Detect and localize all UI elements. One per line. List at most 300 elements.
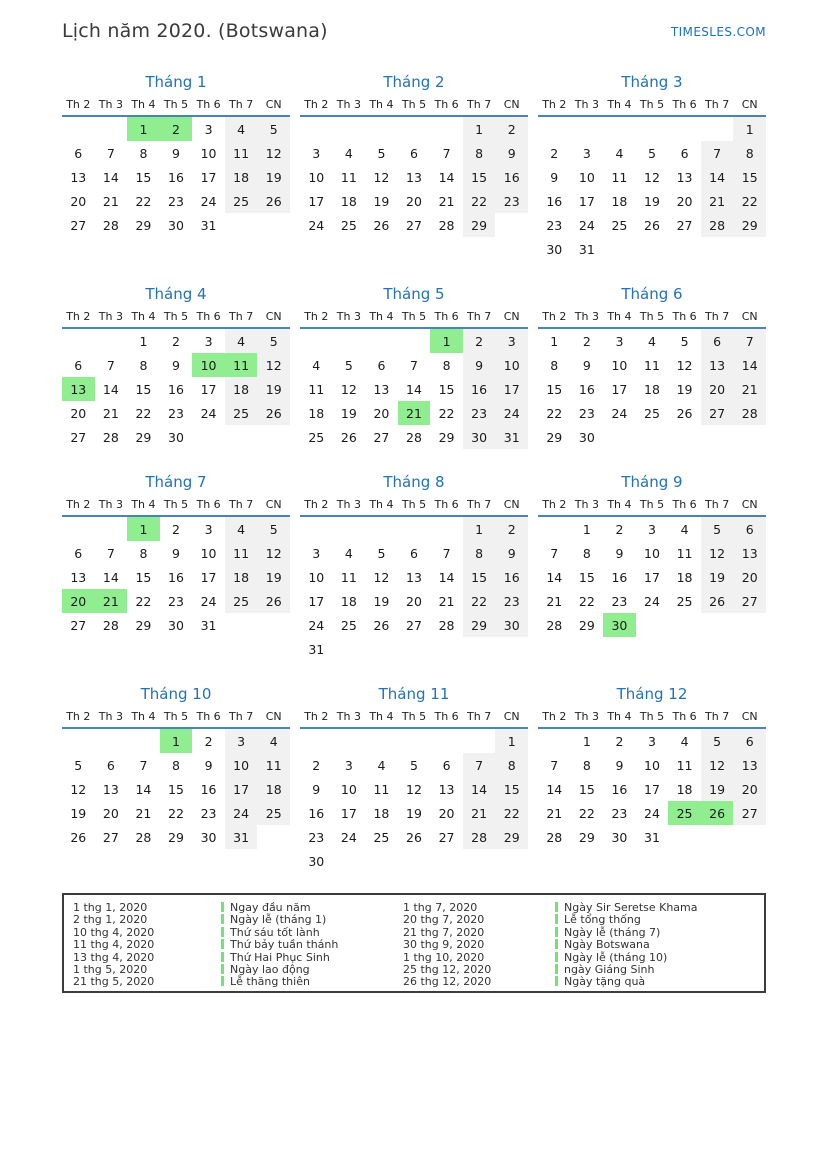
day-cell: 25: [225, 401, 258, 425]
day-cell: 13: [701, 353, 734, 377]
day-cell: 27: [70, 617, 87, 633]
site-link[interactable]: TIMESLES.COM: [670, 25, 766, 39]
day-cell: 20: [701, 377, 734, 401]
day-cell: 22: [578, 593, 595, 609]
day-cell: 18: [225, 377, 258, 401]
day-cell: 6: [701, 329, 734, 353]
day-cell: 4: [225, 517, 258, 541]
empty-day-cell: [398, 517, 431, 541]
day-cell: 5: [701, 729, 734, 753]
weekday-header: Th 4: [607, 310, 632, 323]
weekday-header: Th 2: [542, 310, 567, 323]
legend-date: 21 thg 5, 2020: [73, 975, 155, 989]
day-cell: 26: [340, 429, 357, 445]
month-title[interactable]: Tháng 11: [378, 685, 450, 703]
day-cell: 28: [438, 217, 455, 233]
day-cell: 30: [611, 829, 628, 845]
day-cell: 30: [546, 241, 563, 257]
day-cell: 4: [680, 733, 689, 749]
day-cell: 5: [257, 517, 290, 541]
holiday-day-cell: 11: [225, 353, 258, 377]
empty-day-cell: [603, 237, 636, 261]
day-cell: 7: [106, 357, 115, 373]
empty-day-cell: [603, 117, 636, 141]
day-cell: 29: [135, 217, 152, 233]
holiday-marker-icon: [221, 952, 224, 962]
day-cell: 5: [680, 333, 689, 349]
day-cell: 4: [377, 757, 386, 773]
day-cell: 30: [495, 613, 528, 637]
day-cell: 23: [611, 805, 628, 821]
day-cell: 30: [168, 617, 184, 633]
weekday-header: Th 6: [672, 98, 697, 111]
weekday-header: Th 3: [98, 98, 123, 111]
day-cell: 8: [495, 753, 528, 777]
empty-day-cell: [733, 825, 766, 849]
legend-holiday-label: Ngày lễ (tháng 7): [564, 925, 661, 939]
day-cell: 5: [344, 357, 353, 373]
day-cell: 19: [257, 565, 290, 589]
weekday-header: Th 2: [542, 498, 567, 511]
day-cell: 20: [70, 405, 87, 421]
day-cell: 23: [168, 193, 184, 209]
empty-day-cell: [365, 517, 398, 541]
weekday-header: Th 5: [163, 310, 189, 323]
legend-date: 1 thg 1, 2020: [73, 901, 148, 914]
day-cell: 7: [139, 757, 148, 773]
day-cell: 12: [70, 781, 87, 797]
day-cell: 27: [438, 829, 455, 845]
day-cell: 22: [495, 801, 528, 825]
day-cell: 25: [340, 217, 357, 233]
day-cell: 22: [463, 189, 496, 213]
empty-day-cell: [733, 425, 766, 449]
day-cell: 10: [200, 545, 217, 561]
legend-date: 13 thg 4, 2020: [73, 950, 155, 964]
day-cell: 9: [615, 757, 624, 773]
month-title[interactable]: Tháng 4: [145, 285, 207, 303]
day-cell: 20: [102, 805, 119, 821]
day-cell: 1: [463, 517, 496, 541]
page-title: Lịch năm 2020. (Botswana): [62, 20, 328, 42]
day-cell: 8: [442, 357, 451, 373]
day-cell: 2: [204, 733, 213, 749]
day-cell: 3: [344, 757, 353, 773]
legend-date: 30 thg 9, 2020: [403, 938, 485, 952]
day-cell: 9: [172, 145, 180, 161]
day-cell: 23: [611, 593, 628, 609]
day-cell: 6: [106, 757, 115, 773]
day-cell: 20: [70, 193, 87, 209]
day-cell: 15: [495, 777, 528, 801]
day-cell: 5: [377, 145, 386, 161]
weekday-header: CN: [741, 498, 758, 511]
day-cell: 14: [733, 353, 766, 377]
day-cell: 8: [463, 141, 496, 165]
empty-day-cell: [95, 329, 128, 353]
weekday-header: Th 2: [66, 710, 91, 723]
day-cell: 3: [615, 333, 624, 349]
day-cell: 2: [172, 333, 180, 349]
weekday-header: Th 3: [574, 98, 599, 111]
day-cell: 6: [680, 145, 689, 161]
day-cell: 8: [463, 541, 496, 565]
day-cell: 17: [308, 593, 325, 609]
weekday-header-row: [300, 710, 528, 729]
day-cell: 28: [406, 429, 422, 445]
day-cell: 22: [135, 405, 152, 421]
day-cell: 28: [135, 829, 152, 845]
empty-day-cell: [333, 637, 366, 661]
day-cell: 26: [373, 617, 390, 633]
day-cell: 27: [701, 401, 734, 425]
day-cell: 13: [733, 541, 766, 565]
day-cell: 12: [340, 381, 357, 397]
weekday-header: Th 6: [672, 498, 697, 511]
weekday-header: Th 2: [304, 98, 329, 111]
day-cell: 15: [463, 165, 496, 189]
weekday-header: Th 4: [369, 310, 394, 323]
day-cell: 9: [495, 141, 528, 165]
day-cell: 24: [495, 401, 528, 425]
day-cell: 27: [676, 217, 693, 233]
day-cell: 5: [701, 517, 734, 541]
weekday-header: Th 5: [639, 710, 665, 723]
empty-day-cell: [127, 729, 160, 753]
weekday-header: Th 7: [705, 310, 730, 323]
day-cell: 5: [377, 545, 386, 561]
day-cell: 16: [546, 193, 563, 209]
weekday-header: Th 4: [131, 98, 156, 111]
day-cell: 19: [373, 593, 390, 609]
day-cell: 23: [578, 405, 595, 421]
empty-day-cell: [225, 613, 258, 637]
day-cell: 29: [495, 825, 528, 849]
days-grid: [300, 517, 528, 661]
empty-day-cell: [333, 849, 366, 873]
weekday-header: Th 3: [336, 498, 361, 511]
day-cell: 2: [615, 521, 624, 537]
month-11: [300, 684, 528, 873]
day-cell: 15: [438, 381, 455, 397]
day-cell: 25: [225, 189, 258, 213]
day-cell: 16: [168, 169, 184, 185]
day-cell: 3: [204, 333, 213, 349]
day-cell: 11: [225, 141, 258, 165]
day-cell: 30: [168, 429, 184, 445]
day-cell: 1: [495, 729, 528, 753]
empty-day-cell: [300, 729, 333, 753]
empty-day-cell: [701, 825, 734, 849]
legend-date: 2 thg 1, 2020: [73, 913, 148, 927]
month-title[interactable]: Tháng 9: [621, 473, 683, 491]
weekday-header: CN: [741, 310, 758, 323]
day-cell: 21: [102, 405, 119, 421]
day-cell: 13: [406, 569, 422, 585]
day-cell: 20: [373, 405, 390, 421]
legend-date: 26 thg 12, 2020: [403, 975, 492, 989]
day-cell: 10: [308, 569, 325, 585]
weekday-header-row: [62, 710, 290, 729]
day-cell: 8: [582, 757, 591, 773]
day-cell: 9: [312, 781, 321, 797]
weekday-header: Th 3: [336, 710, 361, 723]
day-cell: 30: [578, 429, 595, 445]
weekday-header: CN: [265, 310, 282, 323]
day-cell: 13: [102, 781, 119, 797]
month-7: [62, 472, 290, 637]
day-cell: 7: [733, 329, 766, 353]
day-cell: 4: [344, 145, 353, 161]
day-cell: 6: [74, 357, 83, 373]
day-cell: 7: [463, 753, 496, 777]
day-cell: 23: [200, 805, 217, 821]
days-grid: [300, 729, 528, 873]
day-cell: 15: [168, 781, 184, 797]
holiday-marker-icon: [555, 939, 558, 949]
empty-day-cell: [333, 729, 366, 753]
weekday-header: CN: [741, 98, 758, 111]
weekday-header: Th 5: [401, 310, 427, 323]
empty-day-cell: [398, 849, 431, 873]
month-title[interactable]: Tháng 5: [383, 285, 445, 303]
day-cell: 5: [648, 145, 656, 161]
day-cell: 28: [733, 401, 766, 425]
day-cell: 17: [644, 781, 660, 797]
day-cell: 29: [463, 213, 496, 237]
day-cell: 26: [257, 401, 290, 425]
empty-day-cell: [668, 237, 701, 261]
empty-day-cell: [538, 517, 571, 541]
empty-day-cell: [62, 729, 95, 753]
weekday-header: Th 3: [98, 710, 123, 723]
day-cell: 10: [495, 353, 528, 377]
month-title[interactable]: Tháng 10: [140, 685, 212, 703]
day-cell: 15: [578, 781, 595, 797]
day-cell: 14: [102, 569, 119, 585]
day-cell: 31: [495, 425, 528, 449]
day-cell: 14: [102, 381, 119, 397]
day-cell: 7: [106, 545, 115, 561]
day-cell: 14: [701, 165, 734, 189]
holiday-marker-icon: [555, 964, 558, 974]
day-cell: 4: [225, 117, 258, 141]
empty-day-cell: [257, 425, 290, 449]
day-cell: 4: [344, 545, 353, 561]
day-cell: 20: [406, 193, 422, 209]
days-grid: [300, 117, 528, 237]
legend-holiday-label: Ngày lễ (tháng 10): [564, 950, 668, 964]
weekday-header: Th 7: [229, 310, 254, 323]
day-cell: 29: [438, 429, 455, 445]
holiday-legend: [62, 893, 766, 993]
holiday-marker-icon: [555, 927, 558, 937]
empty-day-cell: [365, 117, 398, 141]
calendar-grid: [62, 72, 766, 873]
day-cell: 13: [676, 169, 693, 185]
weekday-header: CN: [265, 710, 282, 723]
days-grid: [62, 117, 290, 237]
days-grid: [538, 329, 766, 449]
weekday-header: Th 3: [574, 310, 599, 323]
weekday-header: Th 6: [434, 498, 459, 511]
holiday-marker-icon: [555, 952, 558, 962]
day-cell: 26: [676, 405, 693, 421]
month-title[interactable]: Tháng 1: [145, 73, 207, 91]
weekday-header: Th 5: [163, 498, 189, 511]
day-cell: 19: [70, 805, 87, 821]
holiday-marker-icon: [221, 976, 224, 986]
day-cell: 14: [102, 169, 119, 185]
day-cell: 11: [644, 357, 660, 373]
weekday-header: Th 5: [401, 498, 427, 511]
day-cell: 10: [644, 757, 660, 773]
day-cell: 25: [644, 405, 660, 421]
day-cell: 19: [406, 805, 422, 821]
weekday-header: Th 3: [98, 310, 123, 323]
day-cell: 21: [733, 377, 766, 401]
weekday-header-row: [62, 98, 290, 117]
day-cell: 22: [546, 405, 563, 421]
empty-day-cell: [365, 849, 398, 873]
day-cell: 24: [308, 217, 325, 233]
day-cell: 31: [225, 825, 258, 849]
day-cell: 25: [225, 589, 258, 613]
empty-day-cell: [668, 117, 701, 141]
day-cell: 18: [611, 193, 628, 209]
day-cell: 21: [438, 193, 455, 209]
day-cell: 21: [546, 593, 563, 609]
weekday-header: Th 5: [639, 98, 665, 111]
legend-holiday-label: Ngày tặng quà: [564, 975, 646, 989]
day-cell: 31: [308, 641, 325, 657]
day-cell: 8: [139, 357, 148, 373]
day-cell: 16: [495, 165, 528, 189]
day-cell: 22: [135, 593, 152, 609]
month-title[interactable]: Tháng 6: [621, 285, 683, 303]
day-cell: 28: [546, 829, 563, 845]
empty-day-cell: [636, 425, 669, 449]
day-cell: 2: [550, 145, 559, 161]
day-cell: 8: [582, 545, 591, 561]
day-cell: 4: [312, 357, 321, 373]
legend-date: 1 thg 7, 2020: [403, 901, 478, 914]
day-cell: 29: [135, 617, 152, 633]
day-cell: 20: [733, 565, 766, 589]
day-cell: 16: [495, 565, 528, 589]
weekday-header: Th 2: [304, 710, 329, 723]
month-title[interactable]: Tháng 8: [383, 473, 445, 491]
day-cell: 25: [257, 801, 290, 825]
day-cell: 27: [733, 589, 766, 613]
holiday-legend-grid: [73, 902, 764, 989]
month-9: [538, 472, 766, 637]
holiday-day-cell: 21: [398, 401, 431, 425]
legend-holiday-label: Lễ tổng thống: [564, 913, 641, 927]
weekday-header: Th 2: [304, 310, 329, 323]
weekday-header: Th 4: [131, 310, 156, 323]
weekday-header: CN: [503, 710, 520, 723]
weekday-header: Th 5: [639, 498, 665, 511]
weekday-header: Th 7: [705, 710, 730, 723]
day-cell: 2: [463, 329, 496, 353]
weekday-header: Th 4: [369, 98, 394, 111]
empty-day-cell: [701, 237, 734, 261]
day-cell: 13: [406, 169, 422, 185]
day-cell: 7: [701, 141, 734, 165]
empty-day-cell: [398, 637, 431, 661]
day-cell: 31: [200, 217, 217, 233]
day-cell: 25: [308, 429, 325, 445]
days-grid: [300, 329, 528, 449]
month-3: [538, 72, 766, 261]
day-cell: 15: [578, 569, 595, 585]
day-cell: 16: [611, 781, 628, 797]
day-cell: 24: [578, 217, 595, 233]
weekday-header: Th 6: [672, 310, 697, 323]
day-cell: 8: [550, 357, 559, 373]
empty-day-cell: [365, 637, 398, 661]
month-1: [62, 72, 290, 237]
month-12: [538, 684, 766, 849]
day-cell: 18: [373, 805, 390, 821]
month-title[interactable]: Tháng 2: [383, 73, 445, 91]
day-cell: 28: [438, 617, 455, 633]
weekday-header-row: [538, 710, 766, 729]
day-cell: 10: [225, 753, 258, 777]
weekday-header: Th 7: [229, 498, 254, 511]
empty-day-cell: [668, 825, 701, 849]
weekday-header: Th 6: [196, 710, 221, 723]
day-cell: 11: [340, 569, 357, 585]
empty-day-cell: [430, 117, 463, 141]
day-cell: 1: [582, 733, 591, 749]
day-cell: 23: [168, 405, 184, 421]
day-cell: 22: [438, 405, 455, 421]
day-cell: 13: [373, 381, 390, 397]
days-grid: [538, 517, 766, 637]
days-grid: [62, 729, 290, 849]
day-cell: 17: [225, 777, 258, 801]
day-cell: 7: [442, 145, 451, 161]
holiday-day-cell: 2: [160, 117, 193, 141]
weekday-header: CN: [503, 310, 520, 323]
month-title[interactable]: Tháng 3: [621, 73, 683, 91]
day-cell: 17: [200, 569, 217, 585]
day-cell: 21: [546, 805, 563, 821]
day-cell: 12: [701, 541, 734, 565]
month-title[interactable]: Tháng 12: [616, 685, 688, 703]
holiday-day-cell: 1: [160, 729, 193, 753]
weekday-header: Th 7: [229, 710, 254, 723]
day-cell: 24: [200, 193, 217, 209]
day-cell: 2: [172, 521, 180, 537]
day-cell: 1: [463, 117, 496, 141]
month-title[interactable]: Tháng 7: [145, 473, 207, 491]
day-cell: 14: [546, 781, 563, 797]
day-cell: 8: [172, 757, 180, 773]
empty-day-cell: [430, 517, 463, 541]
holiday-day-cell: 20: [62, 589, 95, 613]
empty-day-cell: [300, 117, 333, 141]
day-cell: 25: [611, 217, 628, 233]
weekday-header: Th 6: [196, 310, 221, 323]
day-cell: 14: [438, 569, 455, 585]
day-cell: 29: [578, 617, 595, 633]
legend-date: 1 thg 5, 2020: [73, 962, 148, 976]
day-cell: 21: [463, 801, 496, 825]
day-cell: 24: [644, 805, 660, 821]
